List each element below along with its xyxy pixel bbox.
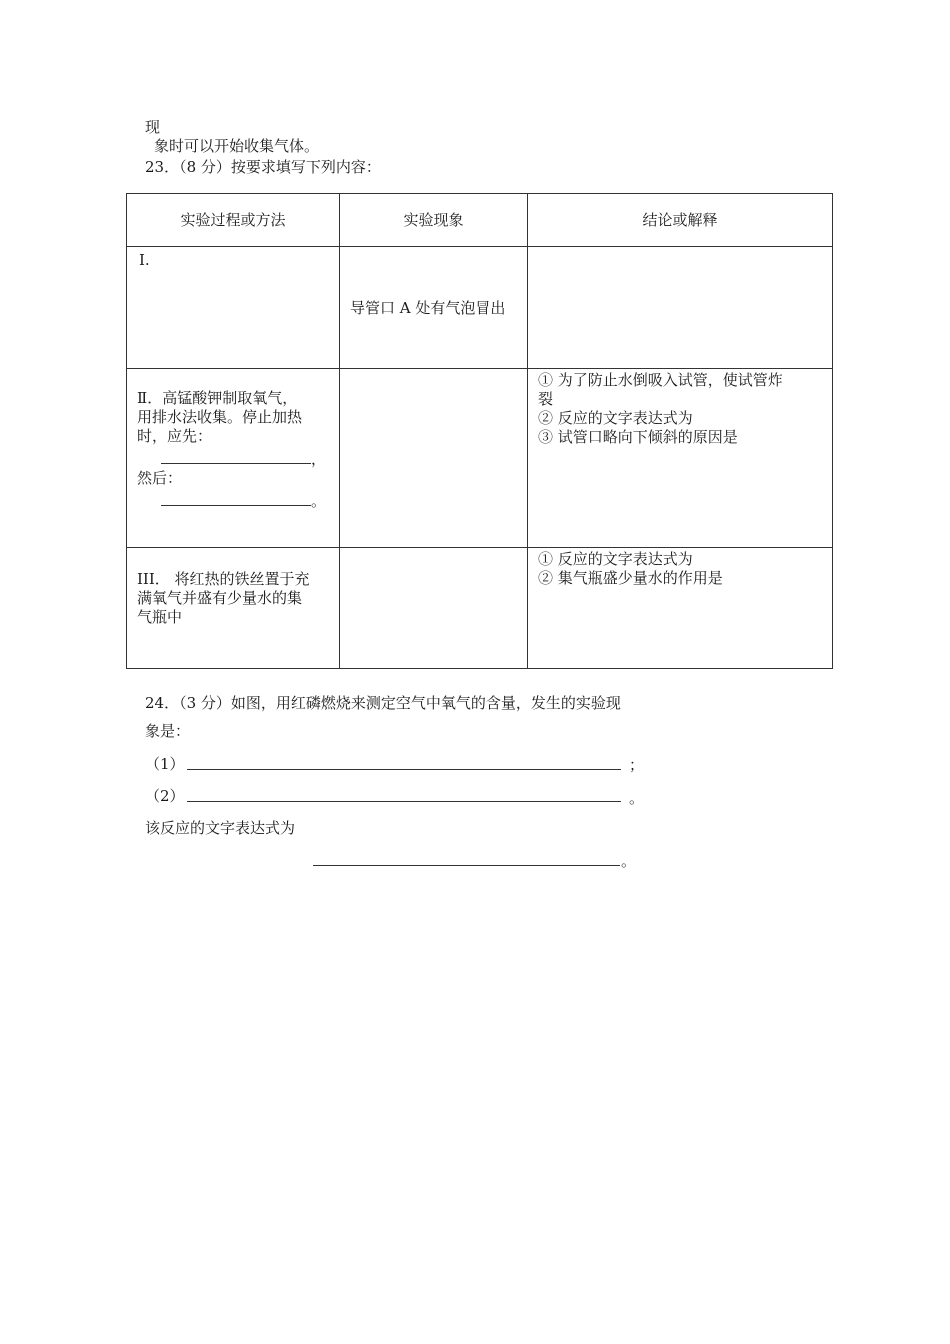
q24-item2-suffix: 。 [629,789,645,807]
row3-method-line: 满氧气并盛有少量水的集 [137,589,303,607]
row2-blank1-suffix: ， [311,450,327,468]
row3-conclusion-line: ① 反应的文字表达式为 [538,550,693,568]
q24-item2-blank[interactable] [187,801,621,802]
row2-method-cell [127,369,340,548]
row1-conclusion-cell[interactable] [528,247,833,369]
row1-phenomenon-text: 导管口 A 处有气泡冒出 [350,299,506,317]
row2-blank-second-step[interactable] [161,491,311,506]
row2-method-line: 用排水法收集。停止加热 [137,408,303,426]
q24-item1-label: （1） [145,755,185,773]
header-method: 实验过程或方法 [127,194,340,247]
row2-conclusion-line: ① 为了防止水倒吸入试管，使试管炸 [538,371,783,389]
row3-method-line: 气瓶中 [137,608,183,626]
row1-phenomenon-cell [340,247,528,369]
q24-expr-blank[interactable] [313,865,620,866]
row1-method-label: Ⅰ. [139,251,150,269]
experiment-table [126,193,833,669]
header-phenomenon: 实验现象 [340,194,528,247]
row3-method-cell [127,548,340,669]
row2-phenomenon-cell[interactable] [340,369,528,548]
table-header-row [127,194,833,247]
q24-title: 24．（3 分）如图，用红磷燃烧来测定空气中氧气的含量，发生的实验现 [145,694,621,712]
continuation-line-2: 象时可以开始收集气体。 [154,137,320,155]
q24-title-cont: 象是： [145,722,191,740]
q23-title: 23．（8 分）按要求填写下列内容： [145,158,381,176]
row2-conclusion-line: ② 反应的文字表达式为 [538,409,693,427]
row3-method-line: III． 将红热的铁丝置于充 [137,570,310,588]
q24-expr-suffix: 。 [621,852,637,870]
table-row [127,247,833,369]
row2-blank2-suffix: 。 [311,492,327,510]
row2-conclusion-line: 裂 [538,390,554,408]
row1-method-cell[interactable] [127,247,340,369]
row2-method-line: Ⅱ．高锰酸钾制取氧气， [137,389,298,407]
header-conclusion: 结论或解释 [528,194,833,247]
row2-method-line: 时，应先： [137,427,213,445]
row2-conclusion-cell[interactable] [528,369,833,548]
table-row [127,369,833,548]
row2-blank-first-step[interactable] [161,449,311,464]
table-row [127,548,833,669]
q24-item2-label: （2） [145,787,185,805]
row3-conclusion-line: ② 集气瓶盛少量水的作用是 [538,569,723,587]
row3-phenomenon-cell[interactable] [340,548,528,669]
q24-item1-suffix: ； [629,756,645,774]
q24-item1-blank[interactable] [187,769,621,770]
row2-conclusion-line: ③ 试管口略向下倾斜的原因是 [538,428,738,446]
row2-then-label: 然后： [137,469,183,487]
continuation-line-1: 现 [145,118,161,136]
row3-conclusion-cell[interactable] [528,548,833,669]
q24-expr-label: 该反应的文字表达式为 [145,819,296,837]
